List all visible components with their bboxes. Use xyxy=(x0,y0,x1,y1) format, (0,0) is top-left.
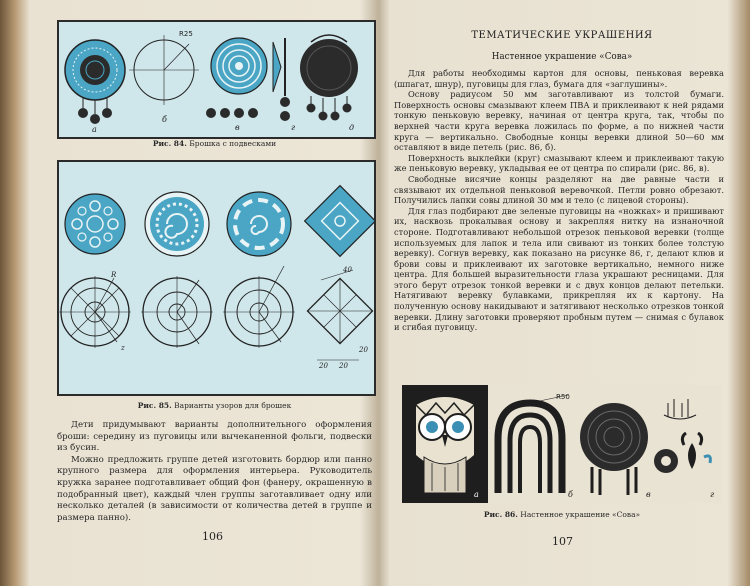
fig86-label-c: в xyxy=(646,490,651,499)
fig84-caption-text: Брошка с подвесками xyxy=(189,139,277,148)
section-subheading: Настенное украшение «Сова» xyxy=(491,52,633,62)
fig85-dim-20-a: 20 xyxy=(319,362,328,370)
brooch-g-side-view xyxy=(273,38,290,121)
fig86-caption-number: Рис. 86. xyxy=(483,510,518,519)
pattern-2-image xyxy=(145,192,209,256)
radius-label: R25 xyxy=(179,30,193,38)
fig84-label-c: в xyxy=(235,123,240,132)
section-heading: ТЕМАТИЧЕСКИЕ УКРАШЕНИЯ xyxy=(471,30,653,41)
fig86-radius-label: R50 xyxy=(556,393,570,401)
fig84-label-a: а xyxy=(92,125,97,134)
figure-86-drawings xyxy=(488,385,722,503)
figure-84 xyxy=(57,20,376,139)
brooch-b-drawing xyxy=(129,35,199,105)
left-body-text xyxy=(57,420,372,524)
fig85-radius-label: R xyxy=(111,271,117,279)
construction-1-drawing xyxy=(59,276,131,348)
construction-3-drawing xyxy=(223,266,295,348)
right-page xyxy=(382,0,740,586)
figure-84-drawing xyxy=(59,22,374,137)
owl-panel-a xyxy=(402,385,488,503)
pattern-4-image xyxy=(305,186,374,257)
fig86-label-g: г xyxy=(710,490,715,499)
right-body-text xyxy=(394,68,724,380)
fig85-z-label: z xyxy=(121,344,125,352)
pattern-3-image xyxy=(227,192,291,256)
brooch-c-image xyxy=(206,38,267,118)
fig86-label-a: а xyxy=(474,490,479,499)
right-paragraph-5: Для глаз подбирают две зеленые пуговицы на «ножках» и пришивают их, насквозь прокалывая основу и закрепляя нитку на изнаночной стороне. Подготавливают небольшой отрезок пеньковой веревки (толще используемых для лапок и тела или свивают из тонких более толстую веревку). Согнув веревку, как показано на рисунке 86, г, делают клюв и брови совы и приклеивают их заготовке вертикально, немного ниже центра. Для большей выразительности глаза украшают ресницами. Для этого берут отрезок тонкой веревки и с двух концов делают петельки. Натягивают веревку булавками, прикрепляя их к картону. На полученную основу накидывают и затягивают несколько отрезков тонкой веревки. Длину заготовки проверяют пробным путем — снимая с булавок и сгибая пуговицу. xyxy=(394,205,724,333)
fig86-label-b: б xyxy=(568,490,573,499)
page-number-left: 106 xyxy=(202,530,223,543)
brooch-d-image xyxy=(300,35,358,121)
fig85-dim-20-b: 20 xyxy=(339,362,348,370)
fig84-label-g: г xyxy=(291,123,296,132)
figure-86 xyxy=(402,385,722,503)
fig85-dim-20-c: 20 xyxy=(359,346,368,354)
fig84-label-b: б xyxy=(162,115,167,124)
fig84-caption-number: Рис. 84. xyxy=(152,139,187,148)
construction-2-drawing xyxy=(141,276,213,348)
figure-85-drawing xyxy=(59,162,374,394)
figure-85 xyxy=(57,160,376,396)
brooch-a-image xyxy=(65,40,125,124)
left-paragraph-1: Дети придумывают варианты дополнительного оформления броши: середину из пуговицы или вычеканенной фольги, подвески из бусин. xyxy=(57,420,372,454)
owl-image xyxy=(402,385,488,503)
right-paragraph-2: Основу радиусом 50 мм заготавливают из толстой бумаги. Поверхность основы смазывают клеем ПВА и приклеивают к ней рядами тонкую пеньковую веревку, начиная от центра круга, так, чтобы по верхней части круга веревка ложилась по форме, а по нижней части круга — вертикально. Свободные концы веревки длиной 50—60 мм оставляют в виде петель (рис. 86, б). xyxy=(394,89,724,153)
fig84-label-d: д xyxy=(349,123,355,132)
fig85-dim-40: 40 xyxy=(343,266,352,274)
figure-86-caption xyxy=(402,510,722,519)
figure-84-caption xyxy=(57,139,372,148)
left-page xyxy=(12,0,372,586)
fig85-caption-text: Варианты узоров для брошек xyxy=(174,401,292,410)
right-paragraph-1: Для работы необходимы картон для основы, пеньковая веревка (шпагат, шнур), пуговицы для глаз, бумага для «заглушины». xyxy=(394,68,724,89)
figure-85-caption xyxy=(57,401,372,410)
right-paragraph-4: Свободные висячие концы разделяют на две равные части и связывают их отдельной пеньковой веревочкой. Петли ровно обрезают. Получились лапки совы длиной 30 мм и тело (с лицевой стороны). xyxy=(394,173,724,206)
fig85-caption-number: Рис. 85. xyxy=(137,401,172,410)
pattern-1-image xyxy=(65,194,125,254)
right-paragraph-3: Поверхность выклейки (круг) смазывают клеем и приклеивают такую же пеньковую веревку, укладывая ее от центра по спирали (рис. 86, в). xyxy=(394,152,724,174)
page-number-right: 107 xyxy=(552,535,573,548)
left-paragraph-2: Можно предложить группе детей изготовить бордюр или панно крупного размера для оформления интерьера. Руководитель кружка заранее подготавливает общий фон (фанеру, окрашенную в подобранный цвет), каждый член группы заготавливает одну или несколько деталей (в зависимости от количества детей в группе и размера панно). xyxy=(57,454,372,523)
fig86-caption-text: Настенное украшение «Сова» xyxy=(520,510,641,519)
